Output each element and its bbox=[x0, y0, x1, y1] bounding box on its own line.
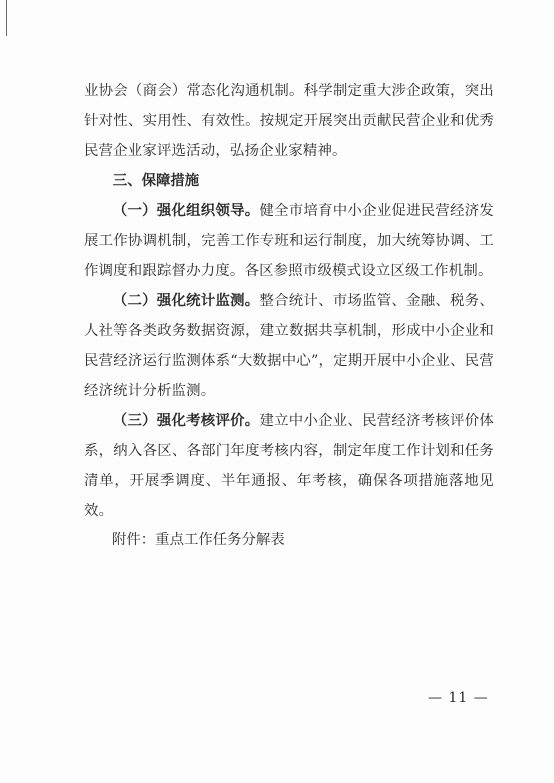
attachment-note: 附件：重点工作任务分解表 bbox=[112, 532, 285, 548]
paragraph-continuation: 业协会（商会）常态化沟通机制。科学制定重大涉企政策，突出针对性、实用性、有效性。按规定开展突出贡献民营企业和优秀民营企业家评选活动，弘扬企业家精神。 bbox=[84, 83, 494, 159]
section-heading-safeguards: 三、保障措施 bbox=[112, 173, 200, 189]
paragraph-assessment-evaluation bbox=[84, 406, 494, 526]
paragraph-statistics-monitoring bbox=[84, 286, 494, 406]
paragraph-organization-leadership bbox=[84, 196, 494, 286]
paragraph-body: 健全市培育中小企业促进民营经济发展工作协调机制，完善工作专班和运行制度，加大统筹协调、工作调度和跟踪督办力度。各区参照市级模式设立区级工作机制。 bbox=[84, 203, 494, 279]
paragraph-lead: （三）强化考核评价。 bbox=[112, 413, 260, 429]
scan-edge-line bbox=[6, 0, 7, 36]
page-number: — 11 — bbox=[428, 690, 489, 706]
paragraph-body: 建立中小企业、民营经济考核评价体系，纳入各区、各部门年度考核内容，制定年度工作计划和任务清单，开展季调度、半年通报、年考核，确保各项措施落地见效。 bbox=[84, 413, 494, 519]
paragraph-lead: （二）强化统计监测。 bbox=[112, 293, 260, 309]
document-body bbox=[84, 76, 494, 526]
paragraph-body: 整合统计、市场监管、金融、税务、人社等各类政务数据资源，建立数据共享机制，形成中小企业和民营经济运行监测体系“大数据中心”，定期开展中小企业、民营经济统计分析监测。 bbox=[84, 293, 494, 399]
paragraph-lead: （一）强化组织领导。 bbox=[112, 203, 260, 219]
